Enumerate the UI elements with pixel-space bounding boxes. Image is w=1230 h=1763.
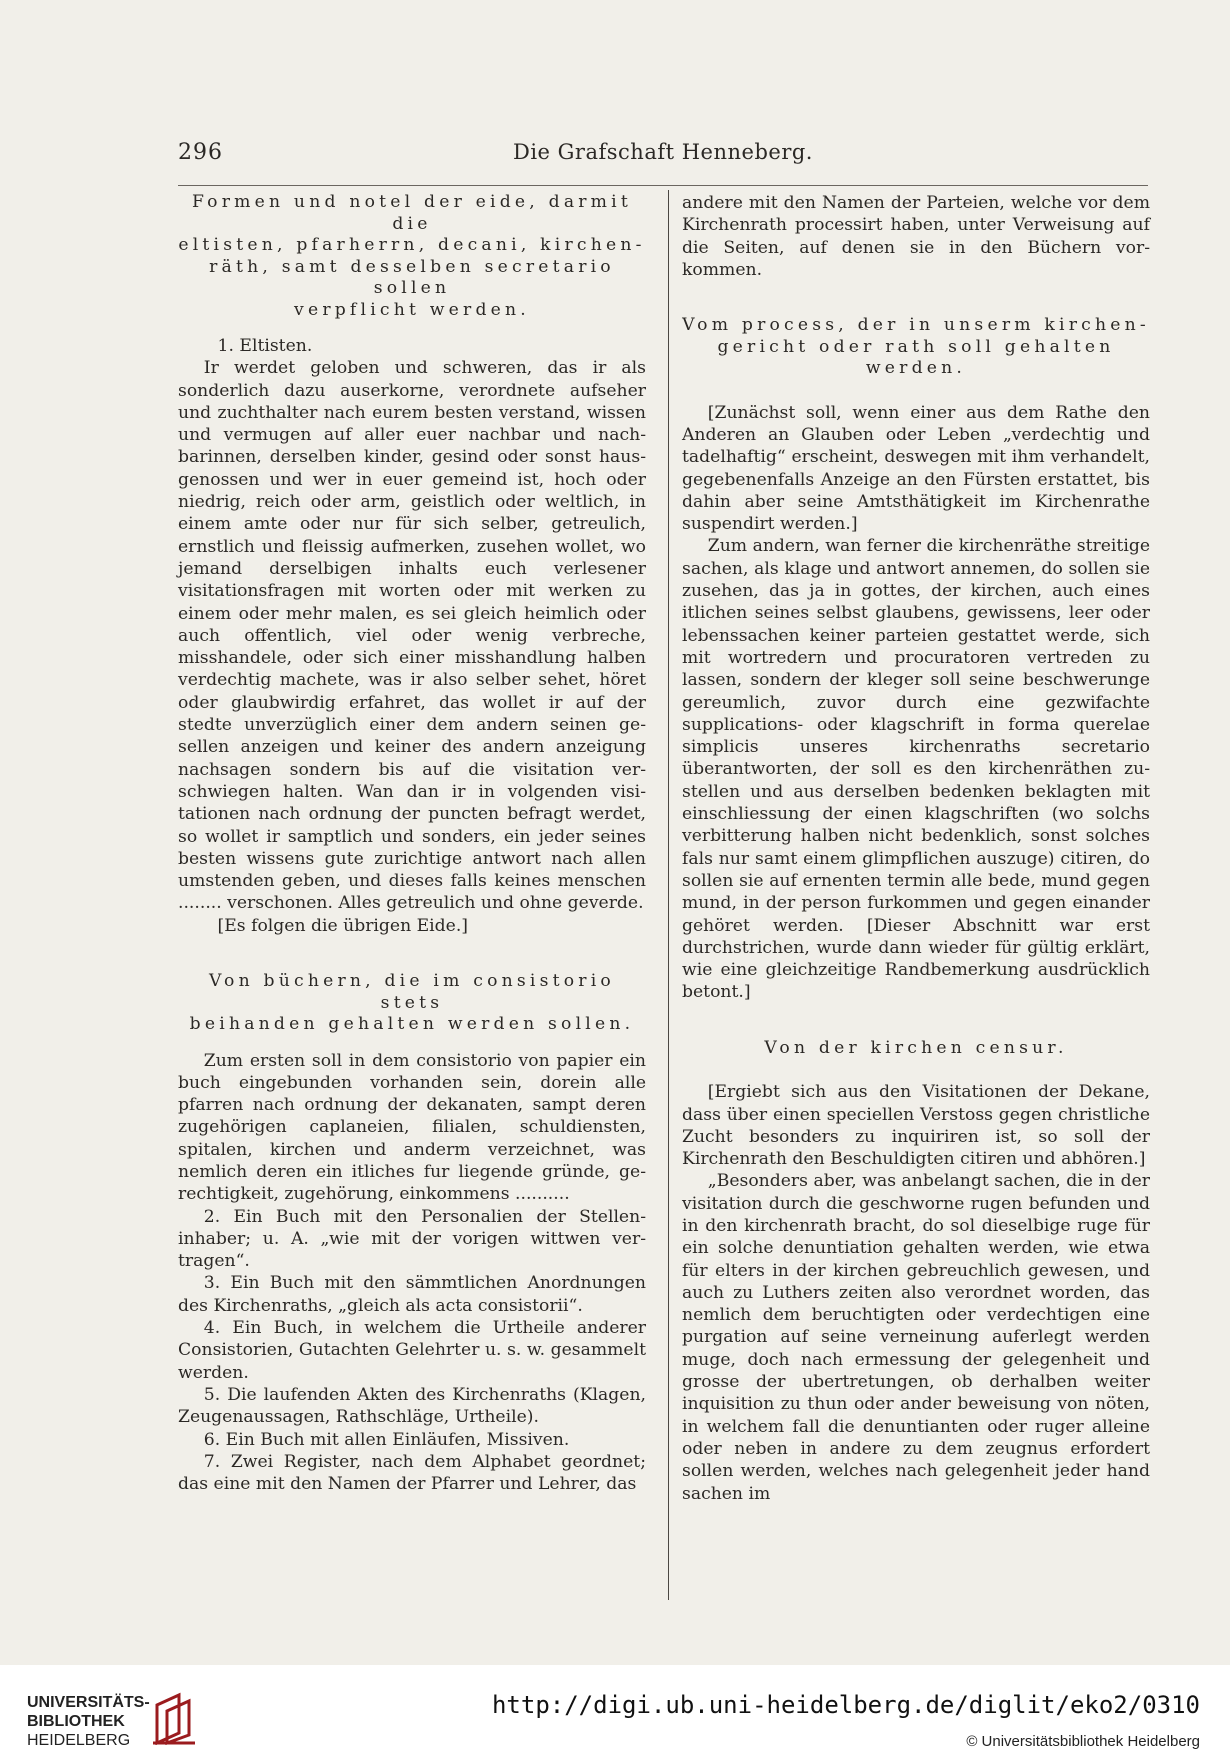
header-rule: [178, 185, 1148, 186]
library-logo: [27, 1689, 217, 1749]
list-item: 7. Zwei Register, nach dem Alphabet geordnet; das eine mit den Namen der Pfarrer und Lehrer, das: [178, 1451, 646, 1495]
paragraph: andere mit den Namen der Parteien, welche vor dem Kirchenrath processirt haben, unter Verweisung auf die Seiten, auf denen sie in den Büchern vorkommen.: [682, 193, 1150, 280]
paragraph: Zum andern, wan ferner die kirchenräthe streitige sachen, als klage und antwort annemen, do sollen sie zusehen, das ja in gottes, der kirchen, auch eines itlichen seines selbst glaubens, gewissens, leer oder lebenssachen keiner parteien gestattet werde, sich mit wortredern und procuratoren vertreden zu lassen, sondern der kleger soll seine beschwerunge gereumlich, zuvor durch eine gezwifachte supplications- oder klagschrift in forma querelae simplicis unseres kirchenraths secretario überantworten, der soll es den kirchenräthen zustellen und aus derselben bedenken beklagten mit einschliessung der einen klagschriften (wo solchs verbitterung halben nicht bedenklich, sonst solches fals nur samt einem glimpflichen auszuge) citiren, do sollen sie auf ernenten termin alle bede, mund gegen mund, in der person furkommen und gegen einander gehöret werden. [Dieser Abschnitt war erst durchstrichen, wurde dann wieder für gültig erklärt, wie eine gleichzeitige Randbemerkung ausdrücklich betont.]: [682, 536, 1150, 1003]
section-title-censur: Von der kirchen censur.: [764, 1037, 1068, 1058]
list-item: 2. Ein Buch mit den Personalien der Stelleninhaber; u. A. „wie mit der vorigen wittwen vertragen“.: [178, 1206, 646, 1272]
paragraph: [Zunächst soll, wenn einer aus dem Rathe den Anderen an Glauben oder Leben „verdechtig und tadelhaftig“ erscheint, deswegen mit ihm verhandelt, gegebenenfalls Anzeige an den Fürsten erstattet, bis dahin aber seine Amtsthätigkeit im Kirchenrathe suspendirt werden.]: [682, 402, 1150, 535]
left-column: [178, 192, 646, 1495]
paragraph: „Besonders aber, was anbelangt sachen, die in der visitation durch die geschworne rugen befunden und in den kirchenrath bracht, do sol dieselbige ruge für ein solche denuntiation gehalten werden, wie etwa für elters in der kirchen gebreuchlich gewesen, und auch zu Luthers zeiten also verordnet worden, das nemlich dem beruchtigten oder verdechtigen eine purgation auf seine verneinung auferlegt werden muge, doch nach ermessung der gelegenheit und grosse der ubertretungen, ob derhalben weiter inquisition zu thun oder ander beweisung von nöten, in welchem fall die denuntianten oder ruger alleine oder neben in andere zu dem zeugnus erfordert sollen werden, welches nach gelegenheit jeder hand sachen im: [682, 1171, 1150, 1504]
page-number: 296: [178, 140, 223, 165]
subheading-eltisten: 1. Eltisten.: [217, 336, 313, 356]
footer-bar: [0, 1665, 1230, 1763]
paragraph: [Ergiebt sich aus den Visitationen der Dekane, dass über einen speciellen Verstoss gegen christliche Zucht besonders zu inquiriren ist, so soll der Kirchenrath den Beschuldigten citiren und abhören.]: [682, 1082, 1150, 1170]
list-item: 5. Die laufenden Akten des Kirchenraths (Klagen, Zeugenaussagen, Rathschläge, Urtheile).: [178, 1384, 646, 1428]
permalink-url[interactable]: http://digi.ub.uni-heidelberg.de/diglit/eko2/0310: [491, 1691, 1200, 1719]
list-item: 6. Ein Buch mit allen Einläufen, Missiven.: [203, 1429, 570, 1450]
list-item: 4. Ein Buch, in welchem die Urtheile anderer Consistorien, Gutachten Gelehrter u. s. w. gesammelt werden.: [178, 1318, 646, 1383]
copyright-notice: © Universitätsbibliothek Heidelberg: [966, 1733, 1200, 1750]
section-title-buechern: Von büchern, die im consistorio stets beihanden gehalten werden sollen.: [189, 971, 635, 1035]
library-mark-icon: [149, 1691, 199, 1745]
paragraph: [Es folgen die übrigen Eide.]: [217, 915, 469, 936]
logo-line: BIBLIOTHEK: [27, 1713, 125, 1730]
logo-line: HEIDELBERG: [27, 1732, 131, 1749]
logo-line: UNIVERSITÄTS-: [27, 1694, 150, 1711]
list-item: 3. Ein Buch mit den sämmtlichen Anordnungen des Kirchenraths, „gleich als acta consistorii“.: [178, 1273, 646, 1316]
right-column: [682, 192, 1150, 1505]
paragraph: Ir werdet geloben und schweren, das ir als sonderlich dazu auserkorne, verordnete aufseher und zuchthalter nach eurem besten verstand, wissen und vermugen auf aller euer nachbar und nachbarinnen, derselben kinder, gesind oder sonst hausgenossen und wer in euer gemeind ist, hoch oder niedrig, reich oder arm, geistlich oder weltlich, in einem amte oder nur für sich selber, getreulich, ernstlich und fleissig aufmerken, zusehen wollet, wo jemand derselbigen inhalts euch verlesener visitationsfragen mit worten oder mit werken zu einem oder mehr malen, es sei gleich heimlich oder auch offentlich, viel oder wenig verbreche, misshandele, oder sich einer misshandlung halben verdechtig machete, was ir also selber sehet, höret oder glaubwirdig erfahret, das wollet ir auf der stedte unverzüglich einer dem andern seinen gesellen anzeigen und keiner des andern anzeigung nachsagen sondern bis auf die visitation verschwiegen halten. Wan dan ir in volgenden visitationen nach ordnung der puncten befragt werdet, so wollet ir samptlich und sonders, ein jeder seines besten wissens gute zurichtige antwort nach allen umstenden geben, und dieses falls keines menschen ........ verschonen. Alles getreulich und ohne geverde.: [178, 358, 646, 914]
section-title-process: Vom process, der in unserm kirchen- gericht oder rath soll gehalten werden.: [682, 315, 1150, 379]
section-title-eide: Formen und notel der eide, darmit die eltisten, pfarherrn, decani, kirchen- räth, samt desselben secretario sollen verpflicht werden.: [178, 192, 646, 320]
running-title: Die Grafschaft Henneberg.: [513, 140, 813, 164]
running-head: [178, 140, 1148, 174]
column-divider: [668, 190, 669, 1600]
paragraph: Zum ersten soll in dem consistorio von papier ein buch eingebunden vorhanden sein, dorein alle pfarren nach ordnung der dekanaten, sampt deren zugehörigen caplaneien, filialen, schuldiensten, spitalen, kirchen und anderm verzeichnet, was nemlich deren ein itliches fur liegende gründe, gerechtigkeit, zugehörung, einkommens ..........: [178, 1050, 646, 1205]
